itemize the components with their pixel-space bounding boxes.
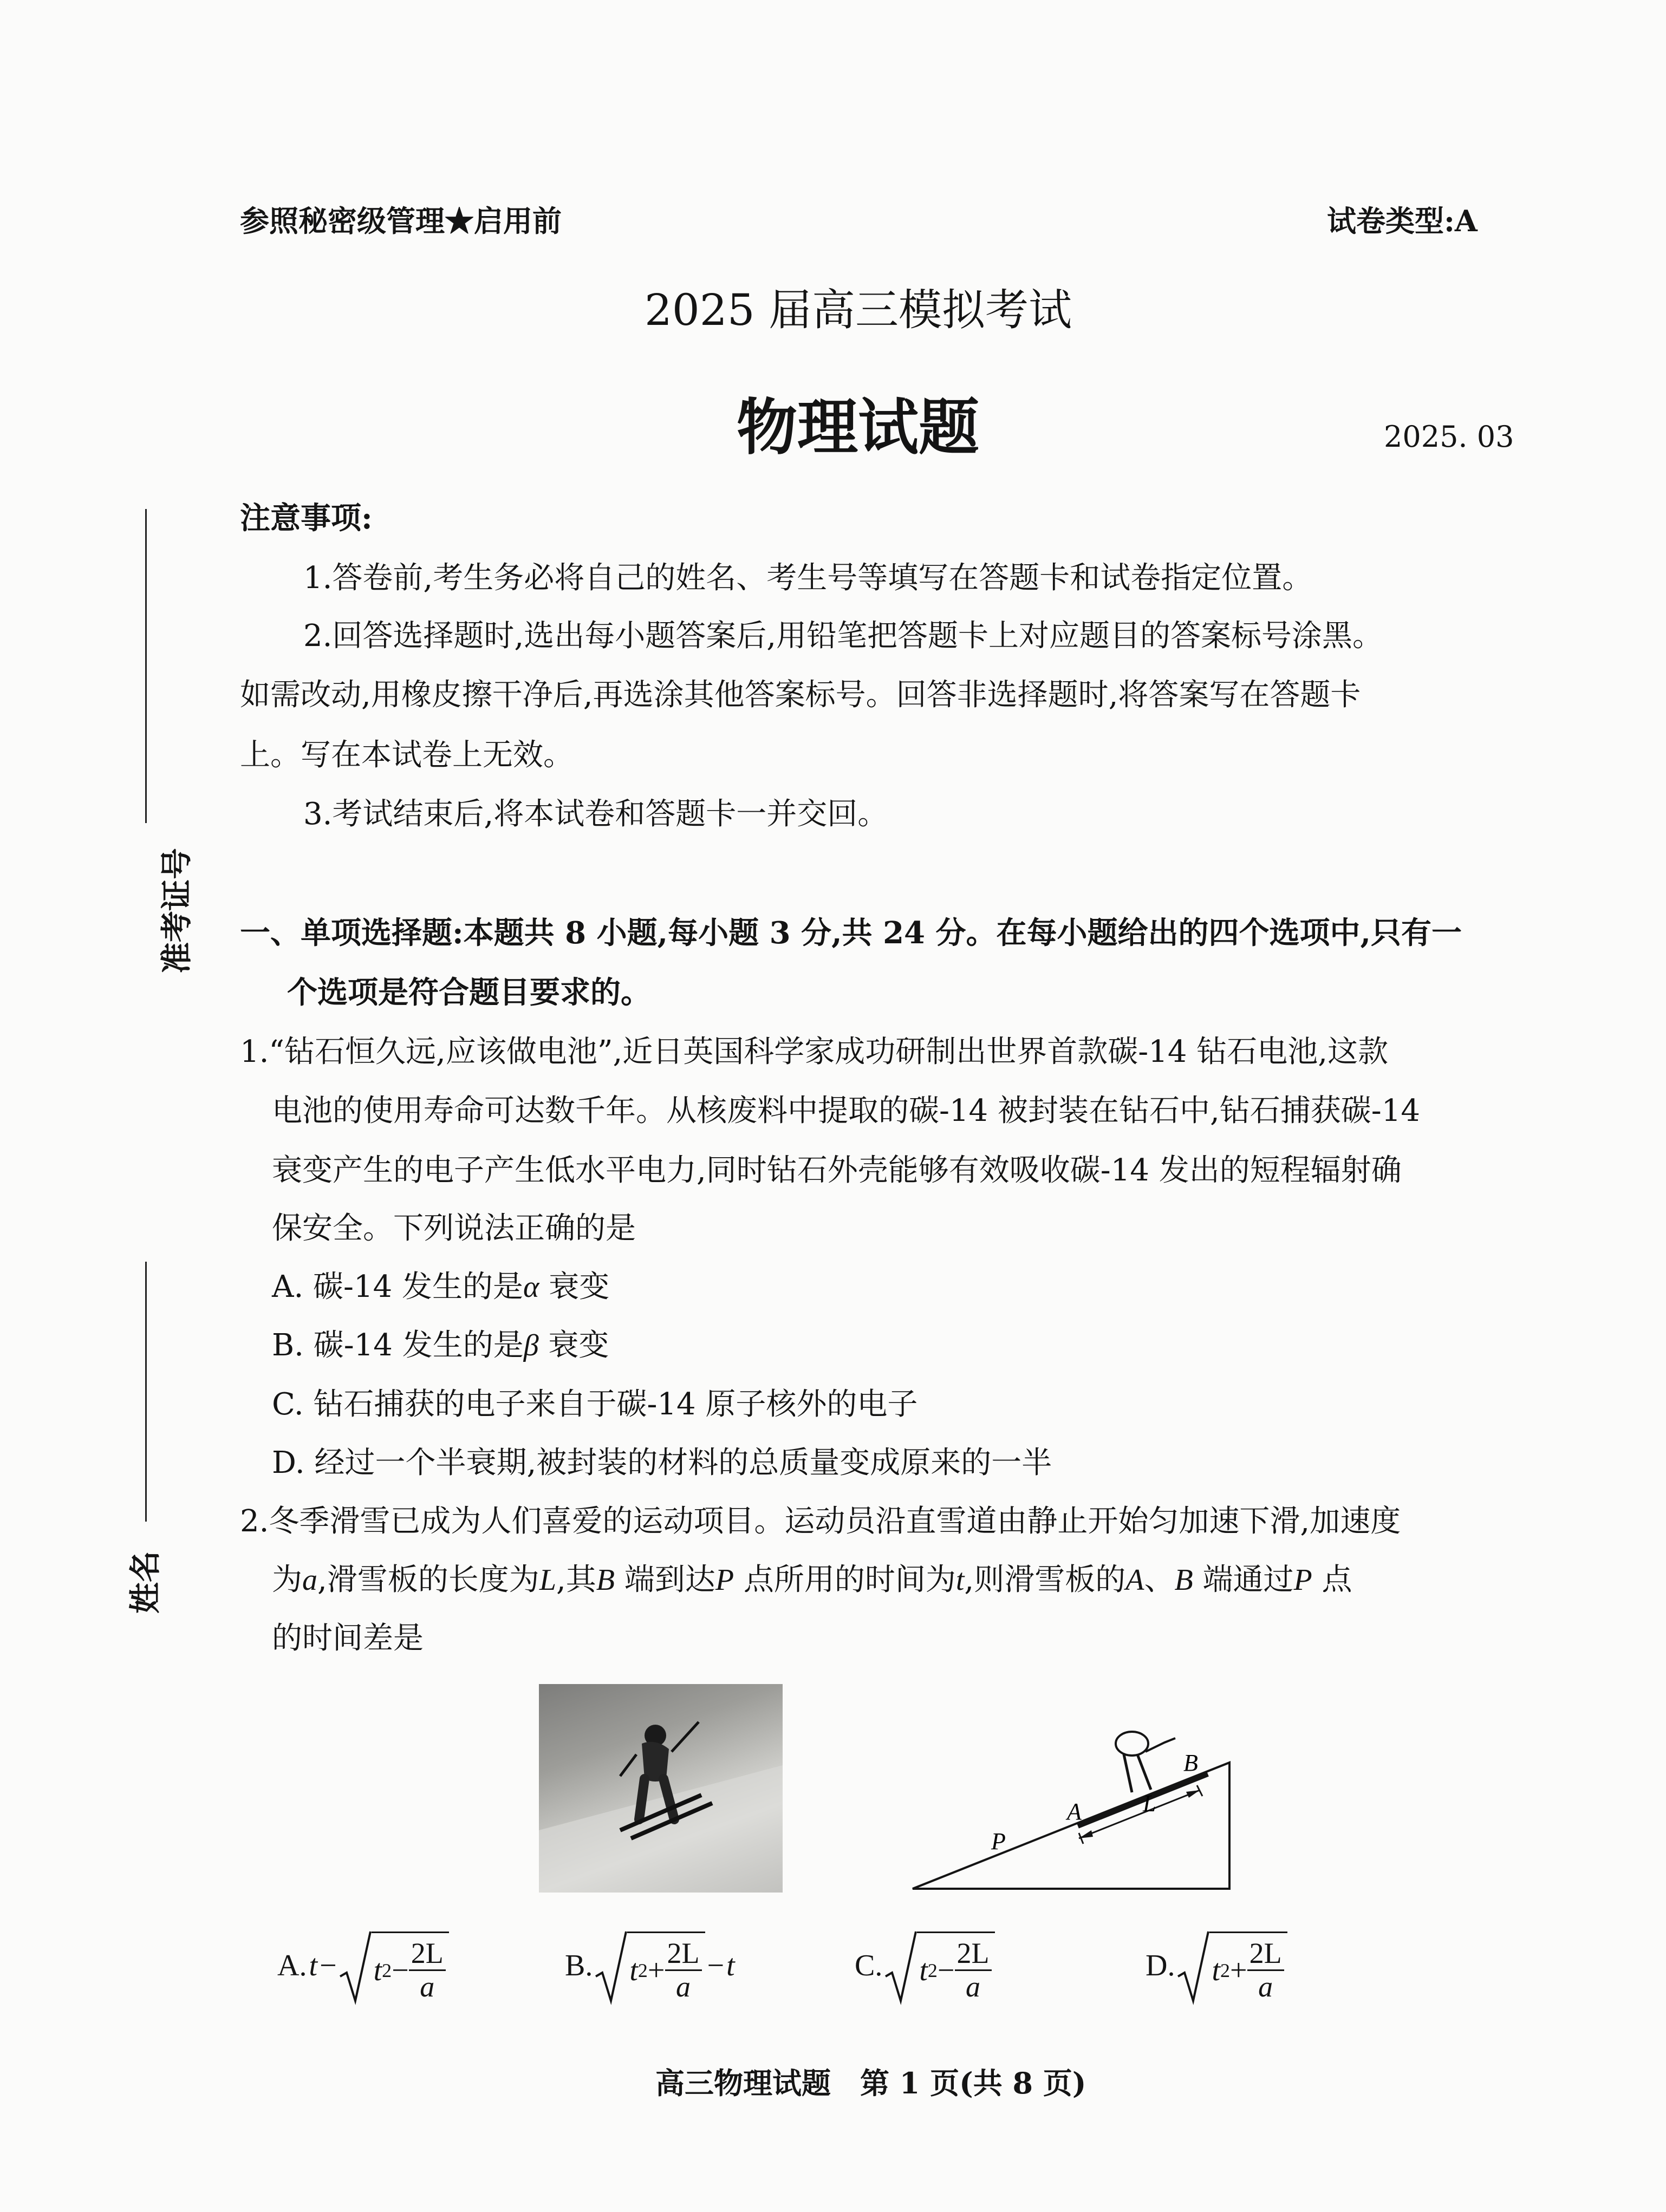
q1-option-b: B. 碳-14 发生的是β 衰变 (272, 1328, 609, 1363)
label-a: A (1067, 1798, 1082, 1825)
paper-type: 试卷类型:A (1327, 204, 1478, 238)
notice-item-2-cont: 如需改动,用橡皮擦干净后,再选涂其他答案标号。回答非选择题时,将答案写在答题卡 (240, 677, 1361, 713)
label-l: L (1143, 1790, 1156, 1817)
q2-option-c: C. t 2 − $\frac{2L}{a}$ (855, 1925, 995, 2006)
q2-stem-line3: 的时间差是 (272, 1621, 424, 1656)
section-heading: 一、单项选择题:本题共 8 小题,每小题 3 分,共 24 分。在每小题给出的四个选项中,只有一 (240, 915, 1462, 951)
exam-id-label: 准考证号 (158, 847, 196, 974)
q2-stem: 2.冬季滑雪已成为人们喜爱的运动项目。运动员沿直雪道由静止开始匀加速下滑,加速度 (240, 1504, 1401, 1539)
q2-option-b: B. t 2 + $\frac{2L}{a}$ − t (565, 1925, 735, 2006)
page-footer: 高三物理试题 第 1 页(共 8 页) (655, 2066, 1086, 2100)
q2-option-d: D. t 2 + $\frac{2L}{a}$ (1146, 1925, 1287, 2006)
q1-stem-line3: 衰变产生的电子产生低水平电力,同时钻石外壳能够有效吸收碳-14 发出的短程辐射确 (272, 1153, 1402, 1188)
exam-title: 2025 届高三模拟考试 (645, 285, 1072, 335)
section-heading-cont: 个选项是符合题目要求的。 (287, 975, 651, 1010)
notice-title: 注意事项: (240, 500, 373, 536)
q1-option-a: A. 碳-14 发生的是α 衰变 (272, 1269, 610, 1304)
skier-photo (539, 1684, 783, 1893)
notice-item-2: 2.回答选择题时,选出每小题答案后,用铅笔把答题卡上对应题目的答案标号涂黑。 (303, 618, 1383, 654)
label-b: B (1183, 1750, 1198, 1776)
notice-item-1: 1.答卷前,考生务必将自己的姓名、考生号等填写在答题卡和试卷指定位置。 (303, 560, 1313, 596)
q1-option-d: D. 经过一个半衰期,被封装的材料的总质量变成原来的一半 (272, 1445, 1052, 1480)
notice-item-2-end: 上。写在本试卷上无效。 (240, 738, 574, 773)
binding-line-top (145, 509, 147, 823)
binding-line-middle (145, 1262, 147, 1522)
subject-title: 物理试题 (737, 392, 979, 463)
q1-option-c: C. 钻石捕获的电子来自于碳-14 原子核外的电子 (272, 1387, 918, 1422)
q1-stem-line2: 电池的使用寿命可达数千年。从核废料中提取的碳-14 被封装在钻石中,钻石捕获碳-14 (272, 1093, 1420, 1128)
slope-diagram (904, 1700, 1251, 1895)
name-label: 姓名 (127, 1550, 164, 1614)
secrecy-notice: 参照秘密级管理★启用前 (240, 204, 562, 238)
q2-stem-line2: 为a,滑雪板的长度为L,其B 端到达P 点所用的时间为t,则滑雪板的A、B 端通过P 点 (272, 1562, 1352, 1597)
notice-item-3: 3.考试结束后,将本试卷和答题卡一并交回。 (303, 797, 888, 832)
q1-stem-line4: 保安全。下列说法正确的是 (272, 1211, 636, 1246)
q2-option-a: A. t − t 2 − $\frac{2L}{a}$ (277, 1925, 449, 2006)
exam-date: 2025. 03 (1384, 420, 1514, 454)
q1-stem: 1.“钻石恒久远,应该做电池”,近日英国科学家成功研制出世界首款碳-14 钻石电池,这款 (240, 1034, 1389, 1069)
label-p: P (991, 1828, 1006, 1855)
